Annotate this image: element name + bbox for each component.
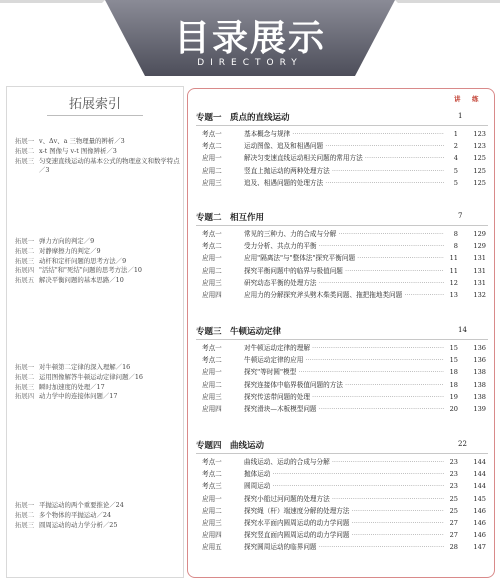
row-page-practice: 125 [466, 177, 486, 189]
row-page-lecture: 1 [444, 128, 458, 140]
toc-row[interactable] [196, 252, 488, 264]
row-page-practice: 145 [466, 493, 486, 505]
row-page-practice: 136 [466, 342, 486, 354]
row-page-lecture: 15 [444, 354, 458, 366]
row-page-practice: 125 [466, 152, 486, 164]
row-page-practice: 131 [466, 277, 486, 289]
row-label: 考点一 [202, 458, 222, 466]
index-entry[interactable] [15, 373, 181, 383]
index-tag: 拓展三 [15, 382, 35, 391]
row-page-practice: 147 [466, 541, 486, 553]
row-title: 探究竖直面内圆周运动的动力学问题 ····· [244, 529, 444, 541]
toc-row[interactable] [196, 480, 488, 492]
row-title: 抛体运动 ····· [244, 468, 444, 480]
index-title: 拓展索引 [68, 97, 121, 112]
section-heading[interactable] [196, 439, 488, 452]
row-page-lecture: 8 [444, 240, 458, 252]
row-label: 应用三 [202, 518, 222, 527]
row-page-practice: 123 [466, 140, 486, 152]
banner-subtitle: DIRECTORY [197, 58, 303, 68]
index-entry[interactable] [15, 257, 181, 267]
section-page: 14 [458, 326, 467, 334]
index-tag: 拓展二 [15, 246, 35, 255]
row-title: 应用力的分解探究斧头劈木柴类问题、拖把拖地类问题 ····· [244, 289, 444, 301]
index-entry[interactable] [15, 383, 181, 393]
banner-title: 目录展示 [173, 18, 326, 59]
index-tag: 拓展二 [15, 372, 35, 381]
row-label: 应用四 [202, 404, 222, 413]
row-page-lecture: 20 [444, 403, 458, 415]
index-tag: 拓展一 [15, 137, 35, 145]
index-entry[interactable] [15, 392, 181, 402]
section-title: 专题四 曲线运动 [196, 441, 265, 451]
row-label: 考点一 [202, 230, 222, 238]
row-page-lecture: 23 [444, 456, 458, 468]
toc-row[interactable] [196, 391, 488, 403]
toc-row[interactable] [196, 277, 488, 289]
row-page-lecture: 23 [444, 468, 458, 480]
index-entry[interactable] [15, 266, 181, 276]
row-page-practice: 146 [466, 505, 486, 517]
toc-row[interactable] [196, 541, 488, 553]
index-text: x-t 图像与 v-t 图像辨析／3 [39, 146, 117, 155]
row-title: 探究绳（杆）端速度分解的处理方法 ····· [244, 505, 444, 517]
row-label: 应用二 [202, 166, 222, 175]
row-page-practice: 125 [466, 165, 486, 177]
section-1 [196, 111, 488, 189]
toc-row[interactable] [196, 140, 488, 152]
row-page-practice: 123 [466, 128, 486, 140]
row-label: 应用三 [202, 392, 222, 401]
toc-row[interactable] [196, 228, 488, 240]
index-tag: 拓展二 [15, 510, 35, 519]
index-tag: 拓展二 [15, 146, 35, 155]
row-page-lecture: 19 [444, 391, 458, 403]
row-page-lecture: 25 [444, 505, 458, 517]
row-title: 探究平衡问题中的临界与极值问题 ····· [244, 265, 444, 277]
row-title: 常见的三种力、力的合成与分解 ····· [244, 228, 444, 240]
row-label: 考点三 [202, 482, 222, 491]
index-tag: 拓展三 [15, 256, 35, 265]
section-page: 1 [458, 112, 463, 120]
index-tag: 拓展一 [15, 501, 35, 509]
row-page-practice: 144 [466, 480, 486, 492]
index-entry[interactable] [15, 511, 181, 521]
index-tag: 拓展四 [15, 266, 35, 275]
toc-row[interactable] [196, 152, 488, 164]
row-page-lecture: 4 [444, 152, 458, 164]
index-text: 动杆和定杆问题的思考方法／9 [39, 256, 127, 265]
row-title: 探究传送带问题的处理 ····· [244, 391, 444, 403]
toc-row[interactable] [196, 165, 488, 177]
index-text: 弹力方向的判定／9 [39, 237, 95, 245]
row-page-practice: 144 [466, 456, 486, 468]
row-title: 追及、相遇问题的处理方法 ····· [244, 177, 444, 189]
section-3 [196, 325, 488, 415]
index-entry[interactable] [15, 247, 181, 257]
toc-row[interactable] [196, 366, 488, 378]
row-label: 应用一 [202, 494, 222, 503]
row-title: 受力分析、共点力的平衡 ····· [244, 240, 444, 252]
index-entry[interactable] [15, 363, 181, 373]
row-page-practice: 136 [466, 354, 486, 366]
toc-row[interactable] [196, 128, 488, 140]
toc-row[interactable] [196, 529, 488, 541]
section-divider [196, 339, 488, 340]
index-text: 动力学中的连接体问题／17 [39, 392, 118, 401]
row-page-lecture: 11 [444, 252, 458, 264]
row-page-practice: 138 [466, 379, 486, 391]
row-page-lecture: 5 [444, 165, 458, 177]
row-label: 应用四 [202, 531, 222, 540]
toc-row[interactable] [196, 468, 488, 480]
header-banner [0, 0, 500, 80]
row-title: 研究动态平衡的处理方法 ····· [244, 277, 444, 289]
row-page-lecture: 8 [444, 228, 458, 240]
row-page-practice: 131 [466, 252, 486, 264]
row-page-practice: 131 [466, 265, 486, 277]
index-group-2 [15, 237, 181, 286]
index-tag: 拓展一 [15, 237, 35, 245]
row-page-lecture: 13 [444, 289, 458, 301]
row-title: 探究连接体中临界极值问题的方法 ····· [244, 379, 444, 391]
row-title: 牛顿运动定律的应用 ····· [244, 354, 444, 366]
contents-panel [187, 88, 495, 578]
row-title: 圆周运动 ····· [244, 480, 444, 492]
row-label: 应用二 [202, 506, 222, 515]
index-text: 解决平衡问题的基本思路／10 [39, 276, 124, 285]
row-label: 应用一 [202, 254, 222, 263]
row-title: 运动图像、追及和相遇问题 ····· [244, 140, 444, 152]
row-title: 对牛顿运动定律的理解 ····· [244, 342, 444, 354]
row-page-lecture: 18 [444, 379, 458, 391]
toc-row[interactable] [196, 517, 488, 529]
toc-row[interactable] [196, 354, 488, 366]
section-title: 专题一 质点的直线运动 [196, 113, 290, 123]
row-label: 考点二 [202, 142, 222, 151]
row-page-lecture: 18 [444, 366, 458, 378]
row-page-lecture: 27 [444, 517, 458, 529]
row-title: 应用"隔离法"与"整体法"探究平衡问题 ····· [244, 252, 444, 264]
index-entry[interactable] [15, 501, 181, 511]
toc-row[interactable] [196, 379, 488, 391]
index-panel [6, 86, 184, 578]
index-title-divider [47, 115, 143, 116]
toc-row[interactable] [196, 403, 488, 415]
index-entry[interactable] [15, 521, 181, 531]
row-page-practice: 146 [466, 517, 486, 529]
row-page-practice: 138 [466, 366, 486, 378]
row-label: 应用三 [202, 278, 222, 287]
index-entry[interactable] [15, 157, 181, 177]
row-page-practice: 138 [466, 391, 486, 403]
index-group-1 [15, 137, 181, 176]
index-group-3 [15, 363, 181, 402]
row-page-practice: 146 [466, 529, 486, 541]
row-label: 考点二 [202, 242, 222, 251]
index-tag: 拓展五 [15, 276, 35, 285]
section-4 [196, 439, 488, 554]
row-page-practice: 129 [466, 240, 486, 252]
toc-row[interactable] [196, 505, 488, 517]
row-title: 探究水平面内圆周运动的动力学问题 ····· [244, 517, 444, 529]
toc-row[interactable] [196, 493, 488, 505]
section-title: 专题二 相互作用 [196, 213, 265, 223]
index-tag: 拓展三 [15, 520, 35, 529]
row-page-practice: 139 [466, 403, 486, 415]
index-text: "活结"和"死结"问题的思考方法／10 [39, 266, 142, 275]
index-text: 运用图像解答牛顿运动定律问题／16 [39, 372, 143, 381]
row-page-lecture: 28 [444, 541, 458, 553]
row-page-lecture: 11 [444, 265, 458, 277]
row-label: 应用二 [202, 380, 222, 389]
row-page-lecture: 15 [444, 342, 458, 354]
column-header-practice: 练 [472, 95, 479, 103]
index-text: 平抛运动的两个重要推论／24 [39, 501, 124, 509]
index-tag: 拓展三 [15, 156, 35, 165]
row-page-lecture: 12 [444, 277, 458, 289]
section-heading[interactable] [196, 325, 488, 338]
section-2 [196, 211, 488, 301]
toc-row[interactable] [196, 456, 488, 468]
row-page-practice: 144 [466, 468, 486, 480]
toc-row[interactable] [196, 240, 488, 252]
row-label: 应用一 [202, 154, 222, 163]
section-page: 22 [458, 440, 467, 448]
toc-row[interactable] [196, 177, 488, 189]
index-entry[interactable] [15, 137, 181, 147]
row-page-lecture: 23 [444, 480, 458, 492]
section-title: 专题三 牛顿运动定律 [196, 327, 282, 337]
row-label: 应用一 [202, 368, 222, 377]
row-label: 应用三 [202, 178, 222, 187]
row-page-lecture: 5 [444, 177, 458, 189]
row-page-lecture: 27 [444, 529, 458, 541]
row-title: 曲线运动、运动的合成与分解 ····· [244, 456, 444, 468]
row-label: 考点一 [202, 344, 222, 352]
row-page-lecture: 25 [444, 493, 458, 505]
index-entry[interactable] [15, 276, 181, 286]
row-page-practice: 132 [466, 289, 486, 301]
row-title: 基本概念与规律 ····· [244, 128, 444, 140]
toc-row[interactable] [196, 342, 488, 354]
row-label: 考点二 [202, 470, 222, 479]
row-title: 解决匀变速直线运动相关问题的常用方法 ····· [244, 152, 444, 164]
row-title: 竖直上抛运动的两种处理方法 ····· [244, 165, 444, 177]
row-page-lecture: 2 [444, 140, 458, 152]
index-entry[interactable] [15, 147, 181, 157]
row-label: 应用二 [202, 266, 222, 275]
row-title: 探究滑块—木板模型问题 ····· [244, 403, 444, 415]
index-text: v、Δv、a 三物理量的辨析／3 [39, 137, 125, 145]
row-title: 探究圆周运动的临界问题 ····· [244, 541, 444, 553]
column-header-lecture: 讲 [454, 95, 461, 103]
section-divider [196, 453, 488, 454]
section-heading[interactable] [196, 111, 488, 124]
section-divider [196, 125, 488, 126]
index-text: 瞬时加速度的处理／17 [39, 382, 105, 391]
row-label: 应用五 [202, 543, 222, 552]
index-tag: 拓展一 [15, 363, 35, 371]
index-text: 圆周运动的动力学分析／25 [39, 520, 118, 529]
section-heading[interactable] [196, 211, 488, 224]
section-page: 7 [458, 212, 463, 220]
row-label: 应用四 [202, 290, 222, 299]
section-divider [196, 225, 488, 226]
row-label: 考点一 [202, 130, 222, 138]
index-entry[interactable] [15, 237, 181, 247]
row-label: 考点二 [202, 356, 222, 365]
index-tag: 拓展四 [15, 392, 35, 401]
index-text: 多个物体的平抛运动／24 [39, 510, 112, 519]
toc-row[interactable] [196, 289, 488, 301]
row-title: 探究"等时圆"模型 ····· [244, 366, 444, 378]
index-text: 匀变速直线运动的基本公式的物理意义和数学特点／3 [39, 156, 180, 175]
row-title: 探究小船过河问题的处理方法 ····· [244, 493, 444, 505]
toc-row[interactable] [196, 265, 488, 277]
index-text: 对牛顿第二定律的深入理解／16 [39, 363, 131, 371]
row-page-practice: 129 [466, 228, 486, 240]
index-text: 对静摩擦力的判定／9 [39, 246, 101, 255]
index-group-4 [15, 501, 181, 530]
